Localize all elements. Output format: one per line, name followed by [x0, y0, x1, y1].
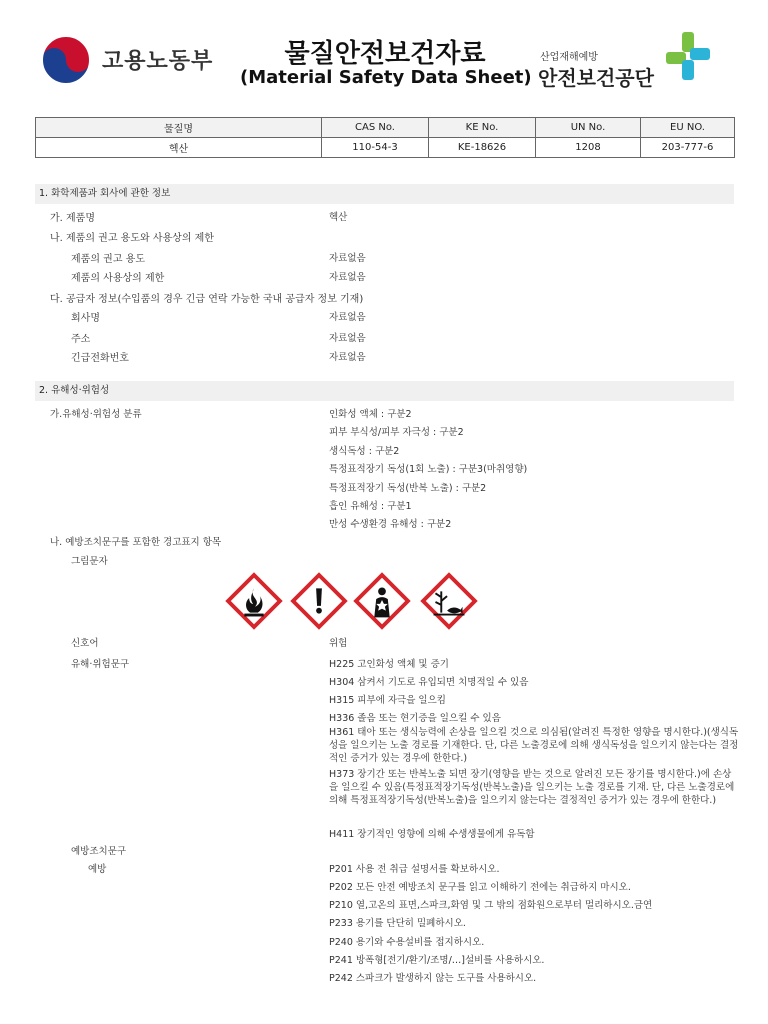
- precaution-statement-label: 예방조치문구: [71, 846, 127, 857]
- pictogram-label: 그림문자: [71, 556, 108, 567]
- document-title-english: (Material Safety Data Sheet): [240, 67, 532, 88]
- section-2-heading: 2. 유해성·위험성: [35, 381, 734, 401]
- hazard-statement: H315 피부에 자극을 일으킴: [329, 695, 446, 706]
- document-title-korean: 물질안전보건자료: [284, 39, 486, 69]
- product-name-value: 헥산: [329, 212, 348, 223]
- environment-pictogram-icon: [420, 572, 478, 630]
- recommended-use-value: 자료없음: [329, 253, 366, 264]
- flame-pictogram-icon: [225, 572, 283, 630]
- signal-word-value: 위험: [329, 638, 348, 649]
- header-ke-no: KE No.: [429, 118, 536, 138]
- section-1-heading: 1. 화학제품과 회사에 관한 정보: [35, 184, 734, 204]
- use-restriction-label: 제품의 사용상의 제한: [71, 273, 165, 284]
- recommended-use-heading: 나. 제품의 권고 용도와 사용상의 제한: [50, 233, 214, 244]
- product-name-label: 가. 제품명: [50, 213, 95, 224]
- signal-word-label: 신호어: [71, 638, 99, 649]
- company-name-label: 회사명: [71, 313, 100, 324]
- agency-tagline: 산업재해예방: [540, 52, 598, 63]
- value-ke-no: KE-18626: [429, 138, 536, 158]
- agency-name: 안전보건공단: [538, 66, 654, 90]
- address-value: 자료없음: [329, 333, 366, 344]
- agency-cross-icon: [666, 32, 710, 80]
- classification-item: 흡인 유해성 : 구분1: [329, 501, 412, 512]
- taegeuk-icon: [40, 34, 92, 86]
- prevention-statement: P201 사용 전 취급 설명서를 확보하시오.: [329, 864, 500, 875]
- hazard-statement: H336 졸음 또는 현기증을 일으킬 수 있음: [329, 713, 501, 724]
- value-eu-no: 203-777-6: [641, 138, 735, 158]
- use-restriction-value: 자료없음: [329, 272, 366, 283]
- hazard-statement: H373 장기간 또는 반복노출 되면 장기(영향을 받는 것으로 알려진 모든 장기를 명시한다.)에 손상을 일으킬 수 있음(특정표적장기독성(반복노출)을 일으키는 노출 경로를 기재. 단, 다른 노출경로에 의해 특정표적장기독성(반복노출)을 일으키지 않는다는 결정적인 증거가 있는 경우에 한한다.): [329, 769, 735, 806]
- hazard-statement: H361 태아 또는 생식능력에 손상을 일으킬 것으로 의심됨(알려진 특정한 영향을 명시한다.)(생식독성을 일으키는 노출 경로를 기재한다. 단, 다른 노출경로에 의해 생식독성을 일으키지 않는다는 결정적인 증거가 있는 경우에 한한다.): [329, 727, 739, 764]
- emergency-phone-label: 긴급전화번호: [71, 353, 129, 364]
- warning-label-heading: 나. 예방조치문구를 포함한 경고표지 항목: [50, 537, 222, 548]
- health-hazard-pictogram-icon: [353, 572, 411, 630]
- classification-item: 특정표적장기 독성(1회 노출) : 구분3(마취영향): [329, 464, 528, 475]
- prevention-statement: P210 열,고온의 표면,스파크,화염 및 그 밖의 점화원으로부터 멀리하시오.금연: [329, 900, 653, 911]
- company-name-value: 자료없음: [329, 312, 366, 323]
- address-label: 주소: [71, 334, 91, 345]
- hazard-statement: H304 삼켜서 기도로 유입되면 치명적일 수 있음: [329, 677, 529, 688]
- classification-item: 피부 부식성/피부 자극성 : 구분2: [329, 427, 464, 438]
- hazard-classification-label: 가.유해성·위험성 분류: [50, 409, 142, 420]
- prevention-statement: P242 스파크가 발생하지 않는 도구를 사용하시오.: [329, 973, 537, 984]
- classification-item: 생식독성 : 구분2: [329, 446, 400, 457]
- classification-item: 특정표적장기 독성(반복 노출) : 구분2: [329, 483, 487, 494]
- header-eu-no: EU NO.: [641, 118, 735, 138]
- ministry-logo: [40, 30, 230, 90]
- classification-item: 인화성 액체 : 구분2: [329, 409, 412, 420]
- prevention-statement: P233 용기를 단단히 밀폐하시오.: [329, 918, 466, 929]
- classification-item: 만성 수생환경 유해성 : 구분2: [329, 519, 452, 530]
- table-header-row: [36, 118, 735, 138]
- supplier-info-heading: 다. 공급자 정보(수입품의 경우 긴급 연락 가능한 국내 공급자 정보 기재): [50, 294, 364, 305]
- prevention-statement: P202 모든 안전 예방조치 문구를 읽고 이해하기 전에는 취급하지 마시오.: [329, 882, 631, 893]
- hazard-statement-label: 유해·위험문구: [71, 659, 130, 670]
- value-cas-no: 110-54-3: [322, 138, 429, 158]
- prevention-label: 예방: [88, 864, 107, 875]
- ministry-name: 고용노동부: [102, 49, 214, 74]
- exclamation-pictogram-icon: [290, 572, 348, 630]
- header-un-no: UN No.: [536, 118, 641, 138]
- header-cas-no: CAS No.: [322, 118, 429, 138]
- hazard-statement: H225 고인화성 액체 및 증기: [329, 659, 449, 670]
- hazard-statement: H411 장기적인 영향에 의해 수생생물에게 유독함: [329, 829, 535, 840]
- prevention-statement: P241 방폭형[전기/환기/조명/…]설비를 사용하시오.: [329, 955, 545, 966]
- table-row: [36, 138, 735, 158]
- substance-id-table: [35, 117, 735, 158]
- value-substance-name: 헥산: [36, 138, 322, 158]
- prevention-statement: P240 용기와 수용설비를 접지하시오.: [329, 937, 485, 948]
- value-un-no: 1208: [536, 138, 641, 158]
- header-substance-name: 물질명: [36, 118, 322, 138]
- recommended-use-label: 제품의 권고 용도: [71, 254, 145, 265]
- emergency-phone-value: 자료없음: [329, 352, 366, 363]
